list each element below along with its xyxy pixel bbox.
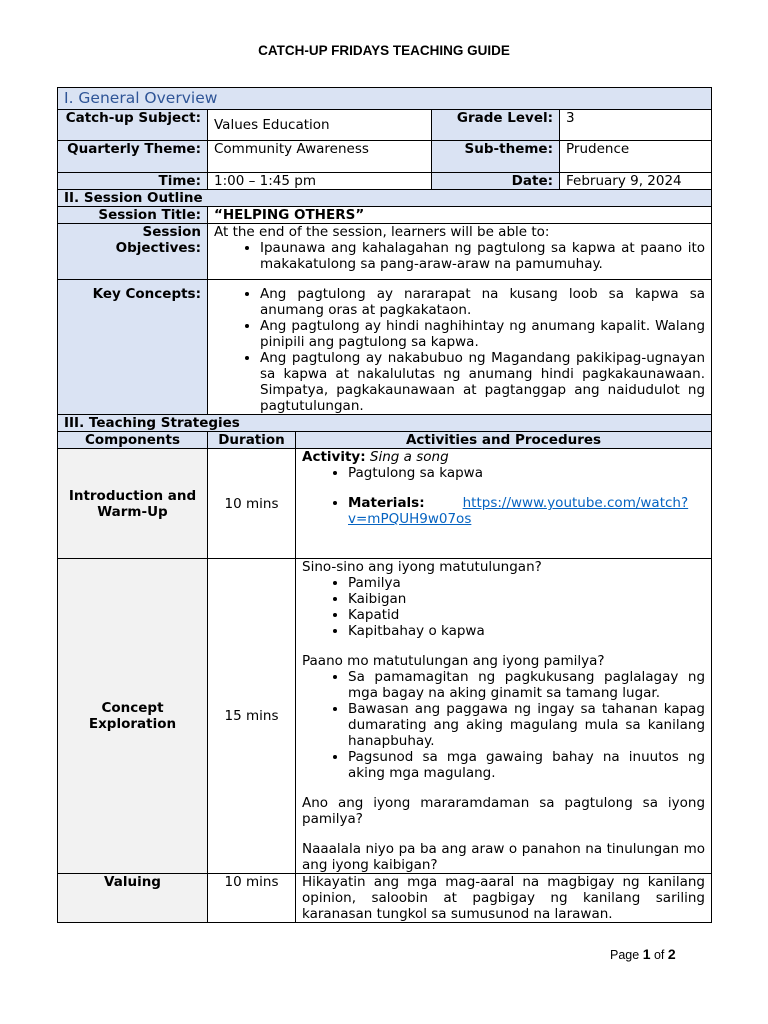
objectives-intro: At the end of the session, learners will be able to: [214, 224, 550, 240]
subject-value: Values Education [208, 110, 432, 141]
session-outline-heading: II. Session Outline [58, 190, 712, 207]
key-concept-item: • Ang pagtulong ay hindi naghihintay ng anumang kapalit. Walang pinipili ang pagtulong sa kapwa. [260, 318, 705, 350]
subject-label: Catch-up Subject: [58, 110, 208, 141]
page-word: Page [610, 948, 640, 962]
list-item: • Sa pamamagitan ng pagkukusang paglalagay ng mga bagay na aking ginamit sa tamang lugar. [348, 669, 705, 701]
activity-line [302, 449, 705, 465]
time-label: Time: [58, 173, 208, 190]
quarterly-theme-label: Quarterly Theme: [58, 141, 208, 173]
list-item: • Kaibigan [348, 591, 705, 607]
key-concepts-cell [208, 280, 712, 415]
time-value: 1:00 – 1:45 pm [208, 173, 432, 190]
components-header: Components [58, 432, 208, 449]
sub-theme-label: Sub-theme: [432, 141, 560, 173]
page-current: 1 [642, 946, 651, 962]
introduction-activities [296, 449, 712, 559]
list-item: • Pagsunod sa mga gawaing bahay na inuutos ng aking mga magulang. [348, 749, 705, 781]
teaching-guide-table [57, 87, 712, 923]
list-item: • Kapatid [348, 607, 705, 623]
list-item: • Pamilya [348, 575, 705, 591]
quarterly-theme-value: Community Awareness [208, 141, 432, 173]
question-text: Paano mo matutulungan ang iyong pamilya? [302, 653, 605, 669]
page-total: 2 [667, 946, 676, 962]
teaching-strategies-heading: III. Teaching Strategies [58, 415, 712, 432]
objective-item: • Ipaunawa ang kahalagahan ng pagtulong sa kapwa at paano ito makakatulong sa pang-araw-araw na pamumuhay. [260, 240, 705, 272]
materials-link[interactable]: https://www.youtube.com/watch?v=mPQUH9w07os [348, 495, 689, 527]
materials-item [348, 495, 705, 527]
grade-level-value: 3 [560, 110, 712, 141]
introduction-duration: 10 mins [208, 449, 296, 559]
question-text: Naaalala niyo pa ba ang araw o panahon na tinulungan mo ang iyong kaibigan? [302, 841, 706, 873]
materials-label: Materials: [348, 495, 425, 511]
concept-exploration-duration: 15 mins [208, 559, 296, 874]
key-concepts-label: Key Concepts: [58, 280, 208, 415]
session-objectives-cell [208, 224, 712, 280]
list-item: • Bawasan ang paggawa ng ingay sa tahanan kapag dumarating ang aking magulang mula sa kanilang hanapbuhay. [348, 701, 705, 749]
concept-exploration-activities [296, 559, 712, 874]
document-title: CATCH-UP FRIDAYS TEACHING GUIDE [258, 43, 510, 58]
key-concept-item: • Ang pagtulong ay nakabubuo ng Magandang pakikipag-ugnayan sa kapwa at nakalulutas ng anumang hindi pagkakaunawaan. Simpatya, pagkakaunawaan at pagtanggap ang naidudulot ng pagtutulungan. [260, 350, 705, 414]
concept-exploration-component: Concept Exploration [58, 559, 208, 874]
grade-level-label: Grade Level: [432, 110, 560, 141]
song-item: • Pagtulong sa kapwa [348, 465, 705, 481]
activity-label: Activity: [302, 449, 366, 465]
general-overview-heading: I. General Overview [58, 88, 712, 110]
sub-theme-value: Prudence [560, 141, 712, 173]
session-objectives-label: Session Objectives: [58, 224, 208, 280]
key-concept-item: • Ang pagtulong ay nararapat na kusang loob sa kapwa sa anumang oras at pagkakataon. [260, 286, 705, 318]
valuing-activities: Hikayatin ang mga mag-aaral na magbigay ng kanilang opinion, saloobin at pagbigay ng kanilang sariling karanasan tungkol sa sumusunod na larawan. [296, 874, 712, 923]
introduction-component: Introduction and Warm-Up [58, 449, 208, 559]
date-label: Date: [432, 173, 560, 190]
duration-header: Duration [208, 432, 296, 449]
page-of: of [653, 948, 665, 962]
date-value: February 9, 2024 [560, 173, 712, 190]
page-number [610, 946, 676, 962]
question-text: Ano ang iyong mararamdaman sa pagtulong sa iyong pamilya? [302, 795, 706, 827]
question-text: Sino-sino ang iyong matutulungan? [302, 559, 542, 575]
valuing-component: Valuing [58, 874, 208, 923]
list-item: • Kapitbahay o kapwa [348, 623, 705, 639]
valuing-duration: 10 mins [208, 874, 296, 923]
activity-value: Sing a song [369, 449, 449, 465]
activities-header: Activities and Procedures [296, 432, 712, 449]
session-title-value: “HELPING OTHERS” [208, 207, 712, 224]
session-title-label: Session Title: [58, 207, 208, 224]
